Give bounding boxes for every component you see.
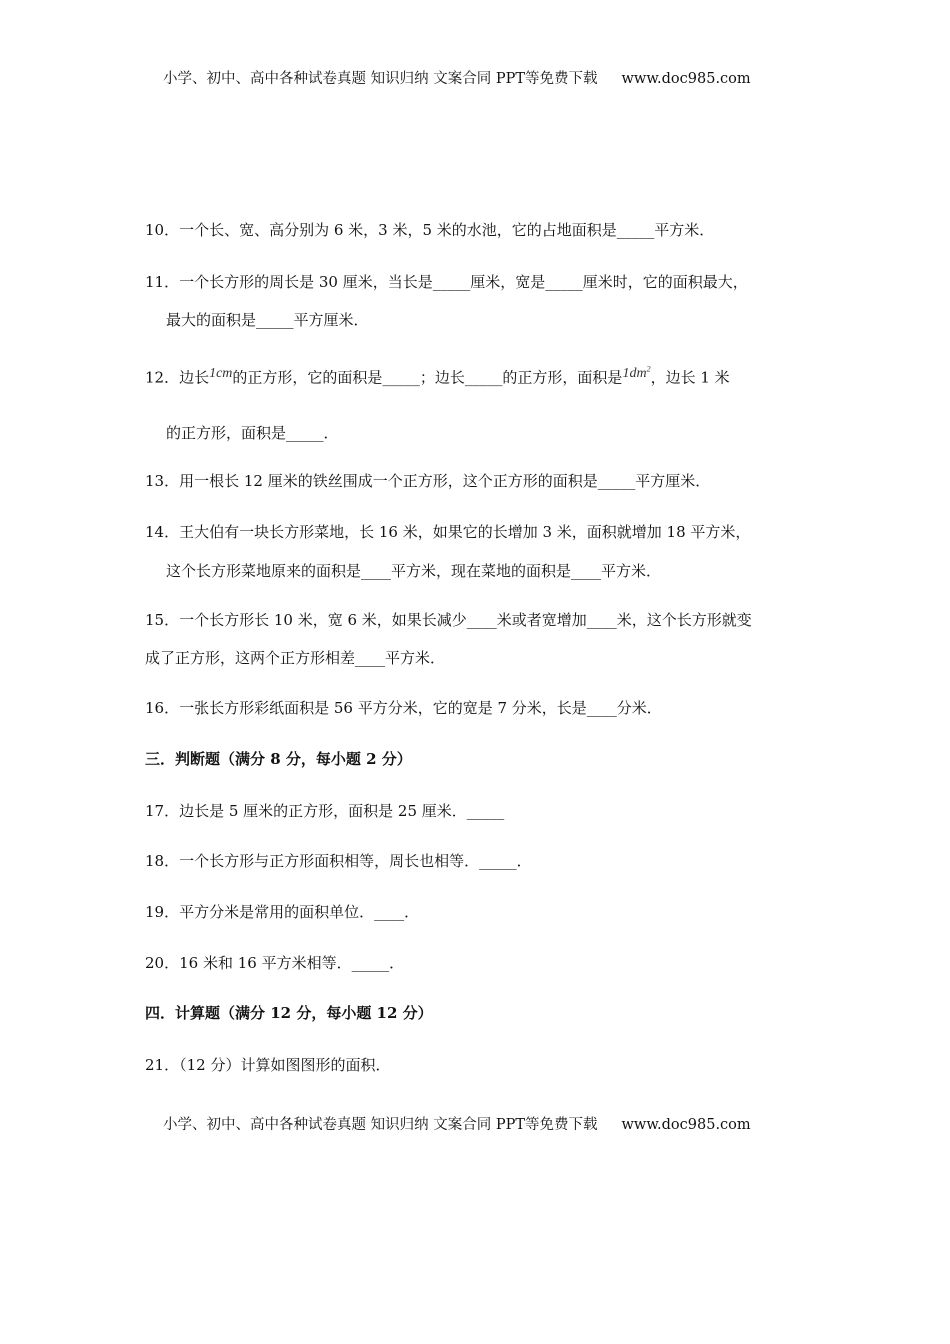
question-11-cont: 最大的面积是_____平方厘米． [166, 311, 369, 329]
header-url: www.doc985.com [621, 71, 751, 87]
header-text: 小学、初中、高中各种试卷真题 知识归纳 文案合同 PPT等免费下载 [163, 71, 598, 87]
page-header [163, 69, 751, 89]
question-18: 18．一个长方形与正方形面积相等，周长也相等．_____． [145, 852, 532, 870]
question-14: 14．王大伯有一块长方形菜地，长 16 米，如果它的长增加 3 米，面积就增加 18 平方米， [145, 523, 751, 541]
question-11: 11．一个长方形的周长是 30 厘米，当长是_____厘米，宽是_____厘米时，它的面积最大， [145, 273, 748, 291]
q12-part2: 的正方形，它的面积是_____；边长_____的正方形，面积是 [232, 368, 623, 387]
question-12 [145, 365, 730, 390]
footer-text: 小学、初中、高中各种试卷真题 知识归纳 文案合同 PPT等免费下载 [163, 1117, 598, 1133]
page-footer [163, 1115, 751, 1135]
q12-part1: 12．边长 [145, 368, 210, 387]
question-15: 15．一个长方形长 10 米，宽 6 米，如果长减少____米或者宽增加____米，这个长方形就变 [145, 611, 752, 629]
section-4-heading: 四．计算题（满分 12 分，每小题 12 分） [145, 1004, 433, 1022]
question-10: 10．一个长、宽、高分别为 6 米，3 米，5 米的水池，它的占地面积是_____平方米． [145, 221, 715, 239]
math-exponent: 2 [646, 364, 651, 373]
question-12-cont: 的正方形，面积是_____． [166, 424, 339, 442]
math-1dm: 1dm [622, 365, 647, 381]
question-16: 16．一张长方形彩纸面积是 56 平方分米，它的宽是 7 分米，长是____分米． [145, 699, 662, 717]
question-15-cont: 成了正方形，这两个正方形相差____平方米． [145, 649, 446, 667]
math-1cm: 1cm [209, 365, 233, 381]
question-17: 17．边长是 5 厘米的正方形，面积是 25 厘米．_____ [145, 802, 505, 820]
q12-part3: ，边长 1 米 [650, 368, 730, 387]
question-21: 21．（12 分）计算如图图形的面积． [145, 1056, 391, 1074]
question-19: 19．平方分米是常用的面积单位．____． [145, 903, 420, 921]
section-3-heading: 三．判断题（满分 8 分，每小题 2 分） [145, 750, 412, 768]
question-14-cont: 这个长方形菜地原来的面积是____平方米，现在菜地的面积是____平方米． [166, 562, 662, 580]
question-13: 13．用一根长 12 厘米的铁丝围成一个正方形，这个正方形的面积是_____平方厘米． [145, 472, 711, 490]
question-20: 20．16 米和 16 平方米相等．_____． [145, 954, 405, 972]
math-1dm2 [622, 366, 650, 381]
footer-url: www.doc985.com [621, 1117, 751, 1133]
